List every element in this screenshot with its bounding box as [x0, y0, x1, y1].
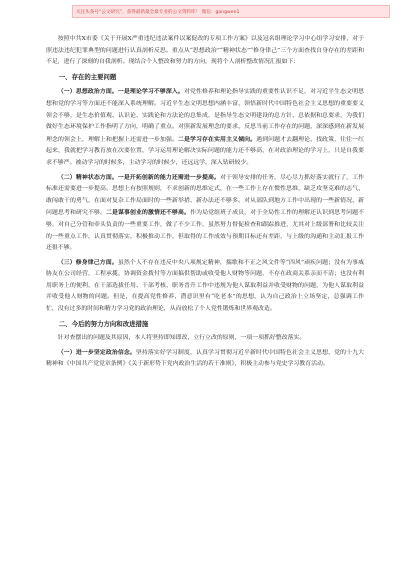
- discipline-lead: （三）修身律己方面。: [57, 258, 118, 266]
- ideology-body-2: 遇到问题才去翻理论、找政策，往往一红起来，我就把学习教育放在次要位置，学习运用理论解决实际问题的能力还不够高，在对政治理论的学习上，只是自我要求不够严。被动学习的时候多，主动学习的时候少，还远远学，深入钻研较少。: [46, 136, 365, 166]
- paragraph-rectification: 针对查摆出的问题及其原因，本人将坚持即知即改，立行立改的原则，一项一项抓好整改落实。: [57, 335, 306, 342]
- banner-text: 关注头条号“公文研究”，获得最新最全最专业的公文资料库！ 微信：gongwen1: [76, 9, 240, 15]
- intro-paragraph: 按照中共X市委《关于开展X严重违纪违法案件以案促改的专项工作方案》以及冠名组理论学习中心组学习安排，对于照违法违纪犯罪典型的问题进行认真剖析反思。重点从“思想政治”“精神状态”“修身律己”三个方面查找自身存在的差距和不足，进行了深刻的自我剖析。现结合个人整改和努力的方向，现将个人剖析整改情况汇报如下：: [46, 36, 364, 66]
- spirit-lead-2: 二是谋事创业的激情还不够高。: [106, 209, 191, 217]
- section-heading-measures: 二、今后的努力方向和改进措施: [58, 319, 149, 328]
- top-banner: [72, 5, 390, 18]
- discipline-body: 虽然个人不存在违反中央八项规定精神，揣歌和不正之风文件等“四风”顽疾问题；没有为事威胁友在公司经营，工程承揽，协调资金拨付等方面搞供帮助或收受他人财物等问题，不存在政商关系亲而不清；也没有利用职务上的便利，在干部选拔任用、干部考核、职务晋升工作中违规为他人谋取利益并收受财物的问题，为他人谋取利益并收受他人财物的问题。但是，在提高党性修养，潜意识里有“吃老本”的思想，认为自己政治上立场坚定，总强调工作忙，没有过多的时间和精力学习党的政治理论，从而放松了个人党性锻炼和世界观改造。: [46, 259, 364, 313]
- paragraph-political-belief: [46, 347, 364, 371]
- belief-lead: （一）进一步坚定政治信念。: [57, 348, 136, 356]
- paragraph-spirit: [46, 172, 364, 255]
- ideology-lead: （一）思想政治方面。一是理论学习不够深入。: [57, 88, 184, 96]
- document-body: [46, 34, 364, 373]
- ideology-body: 对党性修养和理论指导实践的重要性认识不足，对习近平生态文明思想和党的学习等方面还不能深入系统理解。习近平生态文明思想内涵丰富，领悟新时代中国特色社会主义思想的重要要义领会不够，是生态价值观、认识论、实践论和方法论的总集成，是指导生态文明建设的总方针、总依据和总要求，为我们做好生态环境保护工作指明了方向，明确了重点。对照新发展理念的要求，反思当前工作存在的问题，深深感到在新发展理念的领会上，理解上和把握上还需进一步加强。: [46, 89, 365, 143]
- paragraph-ideology: [46, 86, 364, 169]
- belief-body: 坚持落实好学习制度，认真学习贯彻习近平新时代中国特色社会主义思想、党的十九大精神和《中国共产党党章条例》《关于新形势下党内政治生活的若干准则》，积极主动参与党史学习教育活动。: [46, 349, 365, 368]
- paragraph-self-discipline: [46, 257, 364, 316]
- spirit-body-2: 作为局党组班子成员，对于全局性工作的理解还认识到思考问题不够，对自己分管和牵头负责的一些重要工作，做了不少工作，虽然努力督促检查和跟踪推进，尤其对上级部署和比较关注的一些重点工作，认真贯彻落实，积极推动工作，但取得的工作成效与预期目标还有差距，与上级的沟通和主动汇报工作还很不够。: [46, 210, 365, 252]
- ideology-lead-2: 二是学习存在实用主义倾向。: [178, 135, 257, 143]
- spirit-body: 对于领导安排的任务，尽心尽力抓好落实就行了，工作标准还需要进一步提高。思想上有按照规则，不求创新的思维定式，在一些工作上存在惯性思维，缺乏攻坚克难的志气、敢闯敢干的勇气，在面对复杂工作局面时的一些新举措、新办法还不够多。对从部队到地方工作中出现的一些新情况、新问题思考和研究不够。: [46, 174, 365, 217]
- spirit-lead: （二）精神状态方面。一是开拓创新的能力还需进一步提高。: [57, 173, 220, 181]
- section-heading-problems: 一、存在的主要问题: [58, 72, 117, 81]
